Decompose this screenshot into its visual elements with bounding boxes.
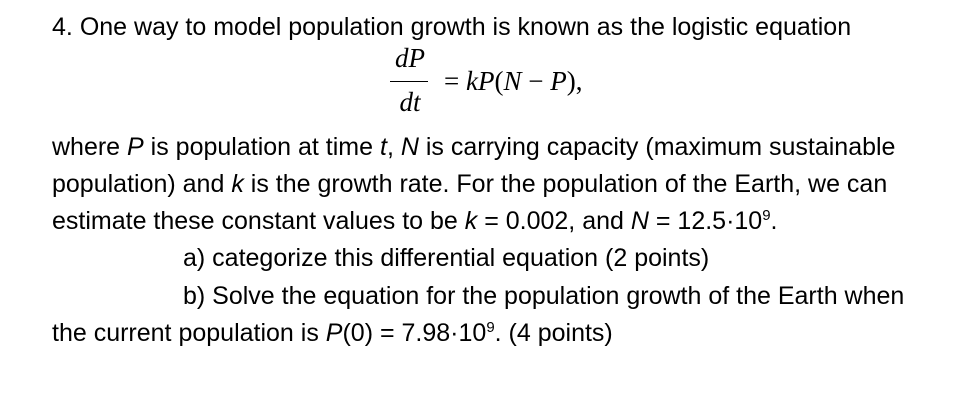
desc-text: population) and [52, 170, 232, 198]
equation-right-side [444, 66, 582, 96]
desc-text: (0) = 7.98·10 [342, 319, 487, 347]
part-b-line-1: b) Solve the equation for the population growth of the Earth when [183, 282, 905, 310]
problem-number: 4. [52, 13, 73, 41]
desc-text: the current population is [52, 319, 326, 347]
variable-n: N [400, 133, 419, 161]
part-b-line-2 [52, 318, 613, 348]
desc-text: . (4 points) [494, 319, 613, 347]
rhs-open-paren: ( [494, 66, 504, 96]
fraction-denominator: dt [399, 87, 421, 117]
desc-text: is population at time [143, 133, 380, 161]
desc-text: is the growth rate. For the population of the Earth, we can [243, 170, 888, 198]
description-line-2 [52, 169, 887, 199]
variable-k: k [464, 207, 478, 235]
variable-t: t [379, 133, 387, 161]
variable-k: k [231, 170, 244, 198]
desc-text: , [386, 133, 401, 161]
equals-sign: = [444, 66, 460, 96]
fraction-bar [390, 81, 428, 82]
description-line-1 [52, 132, 895, 162]
exponent: 9 [762, 207, 771, 224]
fraction-numerator: dP [395, 43, 425, 73]
desc-text: estimate these constant values to be [52, 207, 465, 235]
rhs-minus: − [521, 66, 551, 96]
desc-text: where [52, 133, 128, 161]
desc-text: . [770, 207, 778, 235]
description-line-3 [52, 206, 778, 236]
variable-n: N [630, 207, 649, 235]
part-a: a) categorize this differential equation (2 points) [183, 244, 710, 272]
rhs-p: P [550, 66, 567, 96]
problem-intro-text: One way to model population growth is known as the logistic equation [79, 13, 852, 41]
rhs-kp: kP [465, 66, 495, 96]
desc-text: = 0.002, and [477, 207, 631, 235]
exponent: 9 [486, 319, 495, 336]
desc-text: is carrying capacity (maximum sustainable [418, 133, 896, 161]
rhs-n: N [503, 66, 522, 96]
problem-intro-line [52, 12, 851, 42]
rhs-close-paren: ), [566, 66, 583, 96]
desc-text: = 12.5·10 [648, 207, 763, 235]
variable-p: P [325, 319, 343, 347]
variable-p: P [127, 133, 144, 161]
